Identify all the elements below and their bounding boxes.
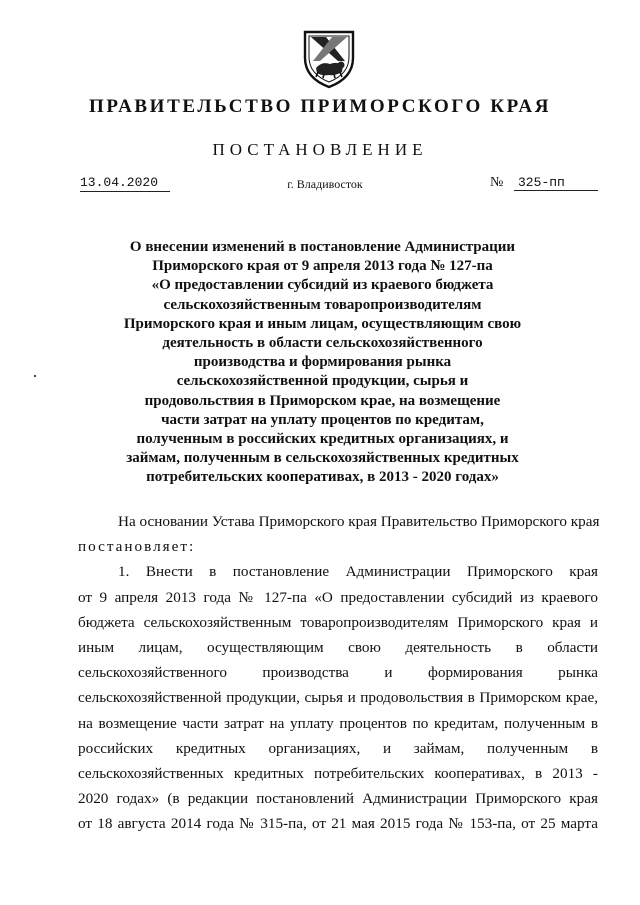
- document-date: 13.04.2020: [80, 175, 170, 192]
- document-number: 325-пп: [514, 175, 598, 191]
- body-line: 2020 годах» (в редакции постановлений Администрации Приморского края: [78, 790, 598, 808]
- heading-line: Приморского края от 9 апреля 2013 года № 127-па: [152, 258, 493, 275]
- heading-line: Приморского края и иным лицам, осуществляющим свою: [123, 315, 522, 332]
- heading-line: потребительских кооперативах, в 2013 - 2020 годах»: [146, 469, 499, 486]
- body-line: на возмещение части затрат на уплату процентов по кредитам, полученным в: [78, 714, 598, 732]
- resolves-text: постановляет:: [78, 538, 196, 556]
- scan-speck: [34, 375, 36, 377]
- body-line: иным лицам, осуществляющим свою деятельность в области: [78, 639, 598, 657]
- heading-line: продовольствия в Приморском крае, на возмещение: [144, 392, 501, 409]
- body-line: 1. Внести в постановление Администрации Приморского края: [118, 563, 598, 581]
- document-type: ПОСТАНОВЛЕНИЕ: [212, 140, 428, 159]
- government-title: ПРАВИТЕЛЬСТВО ПРИМОРСКОГО КРАЯ: [88, 96, 552, 117]
- body-line: от 9 апреля 2013 года № 127-па «О предоставлении субсидий из краевого: [78, 588, 598, 606]
- body-line: российских кредитных организациях, и займам, полученным в: [78, 739, 598, 757]
- heading-line: производства и формирования рынка: [193, 354, 452, 371]
- number-label: №: [490, 175, 504, 190]
- body-line: сельскохозяйственного производства и формирования рынка: [78, 664, 598, 682]
- document-meta: [0, 175, 640, 197]
- body-line: сельскохозяйственной продукции, сырья и продовольствия в Приморском крае,: [78, 689, 598, 707]
- document-heading: [100, 238, 545, 488]
- heading-line: «О предоставлении субсидий из краевого бюджета: [151, 277, 494, 294]
- body-line: сельскохозяйственных кредитных потребительских кооперативах, в 2013 -: [78, 765, 598, 783]
- body-line: от 18 августа 2014 года № 315-па, от 21 мая 2015 года № 153-па, от 25 марта: [78, 815, 598, 833]
- heading-line: сельскохозяйственным товаропроизводителям: [163, 296, 482, 313]
- heading-line: деятельность в области сельскохозяйственного: [162, 335, 483, 352]
- heading-line: сельскохозяйственной продукции, сырья и: [176, 373, 469, 390]
- coat-of-arms-icon: [300, 28, 358, 90]
- body-line: бюджета сельскохозяйственным товаропроизводителям Приморского края и: [78, 613, 598, 631]
- document-body: [78, 509, 598, 837]
- preamble-text: На основании Устава Приморского края Правительство Приморского края: [118, 513, 600, 530]
- heading-line: части затрат на уплату процентов по кредитам,: [161, 411, 484, 428]
- heading-line: полученным в российских кредитных организациях, и: [136, 431, 509, 448]
- heading-line: О внесении изменений в постановление Администрации: [129, 239, 516, 255]
- heading-line: займам, полученным в сельскохозяйственных кредитных: [126, 450, 519, 467]
- document-city: г. Владивосток: [287, 177, 363, 191]
